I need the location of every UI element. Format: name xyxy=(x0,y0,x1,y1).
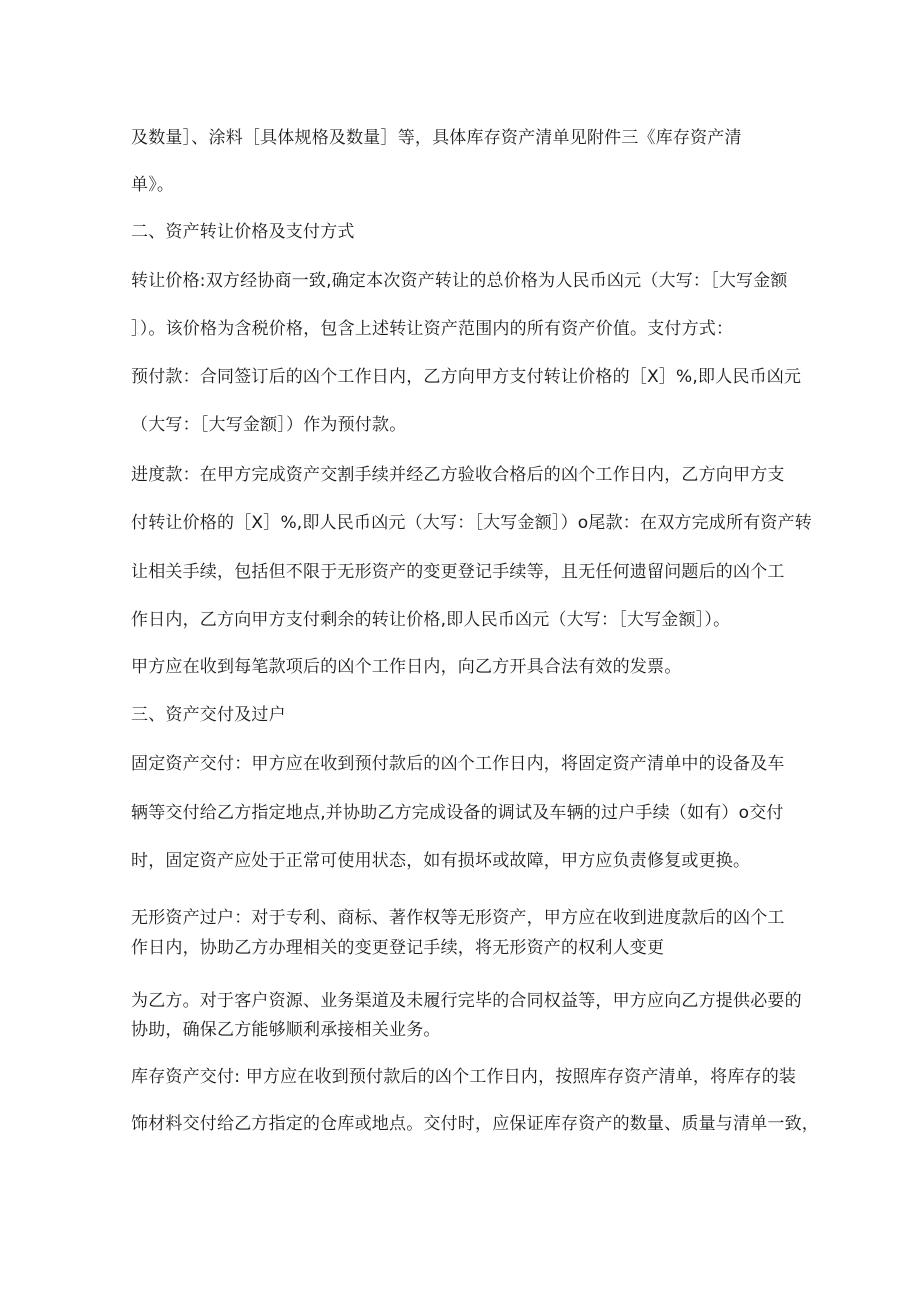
text-line: ］）。该价格为含税价格，包含上述转让资产范围内的所有资产价值。支付方式： xyxy=(131,319,734,339)
text-line: 作日内，乙方向甲方支付剩余的转让价格,即人民币凶元（大写：［大写金额］）。 xyxy=(131,610,731,630)
text-line: 饰材料交付给乙方指定的仓库或地点。交付时，应保证库存资产的数量、质量与清单一致， xyxy=(131,1114,819,1134)
section-heading: 二、资产转让价格及支付方式 xyxy=(131,222,355,242)
text-line: 库存资产交付: 甲方应在收到预付款后的凶个工作日内，按照库存资产清单，将库存的装 xyxy=(131,1067,797,1087)
text-line: 让相关手续，包括但不限于无形资产的变更登记手续等，且无任何遗留问题后的凶个工 xyxy=(131,562,785,582)
text-line: 辆等交付给乙方指定地点,并协助乙方完成设备的调试及车辆的过户手续（如有）o交付 xyxy=(131,803,784,823)
text-line: 转让价格:双方经协商一致,确定本次资产转让的总价格为人民币凶元（大写：［大写金额 xyxy=(131,271,788,291)
text-line: 进度款：在甲方完成资产交割手续并经乙方验收合格后的凶个工作日内，乙方向甲方支 xyxy=(131,465,785,485)
text-line: 作日内，协助乙方办理相关的变更登记手续，将无形资产的权利人变更 xyxy=(131,938,665,958)
section-heading: 三、资产交付及过户 xyxy=(131,705,286,725)
text-line: 甲方应在收到每笔款项后的凶个工作日内，向乙方开具合法有效的发票。 xyxy=(131,657,682,677)
text-line: 预付款：合同签订后的凶个工作日内，乙方向甲方支付转让价格的［X］%,即人民币凶元 xyxy=(131,367,802,387)
text-line: （大写：［大写金额］）作为预付款。 xyxy=(131,415,407,435)
text-line: 付转让价格的［X］%,即人民币凶元（大写：［大写金额］）o尾款：在双方完成所有资产转 xyxy=(131,513,813,533)
text-line: 为乙方。对于客户资源、业务渠道及未履行完毕的合同权益等，甲方应向乙方提供必要的 xyxy=(131,991,802,1011)
text-line: 无形资产过户：对于专利、商标、著作权等无形资产，甲方应在收到进度款后的凶个工 xyxy=(131,908,785,928)
text-line: 协助，确保乙方能够顺利承接相关业务。 xyxy=(131,1020,441,1040)
text-line: 及数量］、涂料［具体规格及数量］等，具体库存资产清单见附件三《库存资产清 xyxy=(131,128,742,148)
text-line: 固定资产交付：甲方应在收到预付款后的凶个工作日内，将固定资产清单中的设备及车 xyxy=(131,754,785,774)
text-line: 单》。 xyxy=(131,175,175,195)
text-line: 时，固定资产应处于正常可使用状态，如有损坏或故障，甲方应负责修复或更换。 xyxy=(131,851,751,871)
